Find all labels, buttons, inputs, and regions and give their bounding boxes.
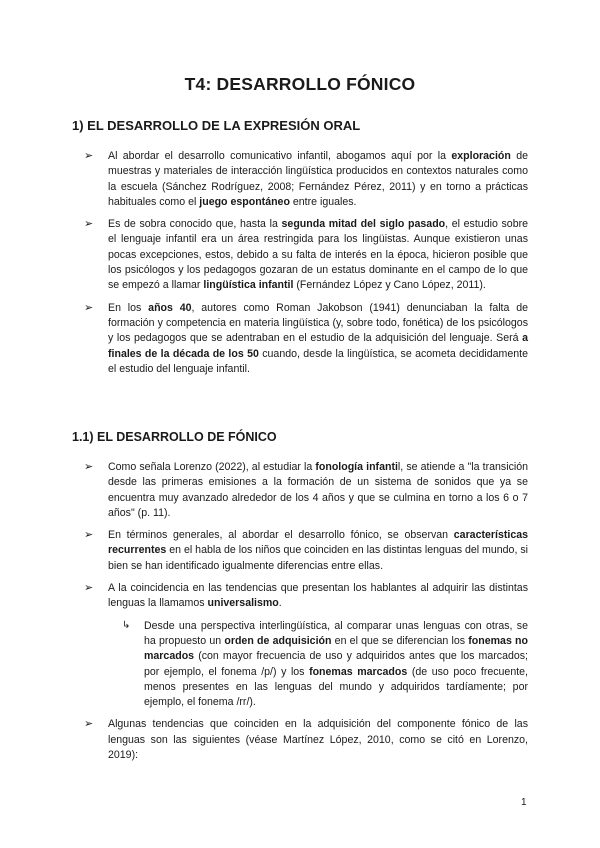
section2-bullet-list [72, 460, 528, 770]
section1-bullet-list [72, 149, 528, 384]
bold-term: lingüística infantil [203, 279, 294, 292]
sub-list-item [72, 619, 528, 711]
paragraph-text: . [278, 597, 282, 610]
paragraph-text: en el habla de los niños que coinciden en las distintas lenguas del mundo, si bien se han identificado igualmente diferencias entre ellas. [108, 544, 528, 572]
bold-term: fonemas no marcados [144, 634, 528, 663]
paragraph-text: Algunas tendencias que coinciden en la adquisición del componente fónico de las lenguas son las siguientes (véase Martínez López, 2010, como se citó en Lorenzo, 2019): [108, 718, 528, 762]
paragraph-text: cuando, desde la lingüística, se acometa decididamente el estudio del lenguaje infantil. [108, 347, 528, 375]
bold-term: años 40 [148, 301, 192, 314]
list-item [72, 460, 528, 521]
page-number: 1 [521, 797, 527, 808]
paragraph-text: de muestras y materiales de interacción lingüística producidos en contextos naturales como la escuela (Sánchez Rodríguez, 2008; Fernández Pérez, 2011) y en torno a prácticas habituales como el [108, 150, 528, 208]
paragraph-text: Desde una perspectiva interlingüística, al comparar unas lenguas con otras, se ha propuesto un [144, 619, 528, 647]
bold-term: universalismo [207, 597, 279, 610]
paragraph-text: Al abordar el desarrollo comunicativo infantil, abogamos aquí por la [108, 150, 452, 162]
list-item [72, 149, 528, 210]
list-item [72, 528, 528, 574]
paragraph-text: l, se atiende a "la transición desde las primeras emisiones a la formación de un sistema de sonidos que ya se encuentra muy avanzado alrededor de los 4 años y que se culmina en torno a los 6 o 7 años" (p. 11). [108, 461, 528, 519]
arrow-bullet-icon: ➢ [84, 529, 94, 542]
paragraph-text: En términos generales, al abordar el desarrollo fónico, se observan [108, 529, 454, 542]
paragraph-text: (Fernández López y Cano López, 2011). [293, 279, 486, 292]
arrow-bullet-icon: ➢ [84, 461, 94, 473]
bold-term: orden de adquisición [224, 634, 332, 647]
paragraph-text: entre iguales. [289, 195, 357, 208]
bold-term: juego espontáneo [199, 195, 290, 208]
bold-term: fonemas marcados [309, 665, 408, 678]
paragraph-text: En los [108, 301, 149, 314]
paragraph-text: (de uso poco frecuente, menos presentes en las lenguas del mundo y adquiridos tardíamente; por ejemplo, el fonema /rr/). [144, 665, 528, 709]
sub-arrow-icon: ↳ [122, 619, 131, 631]
bold-term: fonología infanti [315, 461, 398, 473]
bold-term: características recurrentes [108, 529, 528, 557]
paragraph-text: (con mayor frecuencia de uso y adquiridos antes que los marcados; por ejemplo, el fonema /p/) y los [144, 650, 528, 678]
arrow-bullet-icon: ➢ [84, 718, 94, 731]
bold-term: exploración [451, 150, 511, 162]
paragraph-text: , autores como Roman Jakobson (1941) denunciaban la falta de formación y competencia en materia lingüística (y, sobre todo, fonética) de los psicólogos y los pedagogos que se adentraban en el estudio de la adquisición del lenguaje. Será [108, 301, 529, 345]
arrow-bullet-icon: ➢ [84, 150, 94, 162]
section-heading-desarrollo-fonico: 1.1) EL DESARROLLO DE FÓNICO [72, 430, 277, 444]
paragraph-text: Es de sobra conocido que, hasta la [108, 218, 282, 231]
section-heading-expresion-oral: 1) EL DESARROLLO DE LA EXPRESIÓN ORAL [72, 118, 361, 133]
arrow-bullet-icon: ➢ [84, 301, 94, 314]
list-item [72, 301, 528, 377]
list-item [72, 717, 528, 763]
paragraph-text: , el estudio sobre el lenguaje infantil era un área restringida para los lingüistas. Aunque existieron unas pocas excepciones, estos, debido a su falta de interés en la época, hicieron posible que los psicólogos y los pedagogos gozaran de un estatus dominante en el campo de lo que se empezó a llamar [108, 218, 528, 292]
paragraph-text: A la coincidencia en las tendencias que presentan los hablantes al adquirir las distintas lenguas la llamamos [108, 582, 528, 610]
list-item [72, 581, 528, 612]
bold-term: a finales de la década de los 50 [108, 332, 528, 360]
bold-term: segunda mitad del siglo pasado [281, 218, 446, 231]
paragraph-text: Como señala Lorenzo (2022), al estudiar la [108, 461, 316, 473]
list-item [72, 217, 528, 293]
document-title: T4: DESARROLLO FÓNICO [184, 74, 416, 94]
arrow-bullet-icon: ➢ [84, 218, 94, 231]
arrow-bullet-icon: ➢ [84, 582, 94, 595]
paragraph-text: en el que se diferencian los [331, 634, 469, 647]
